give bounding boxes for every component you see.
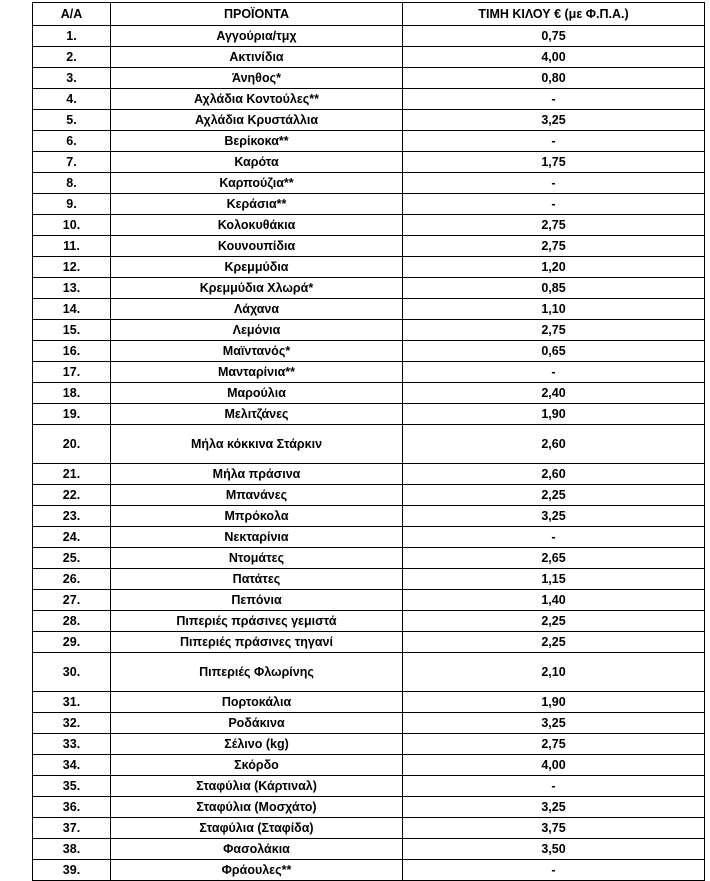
row-index: 6. <box>33 131 111 152</box>
table-row <box>33 278 705 299</box>
row-price-value: 2,75 <box>403 320 705 341</box>
row-index: 35. <box>33 776 111 797</box>
table-row <box>33 152 705 173</box>
table-row <box>33 548 705 569</box>
row-price-value: 0,75 <box>403 26 705 47</box>
row-price-value: 4,00 <box>403 755 705 776</box>
row-index: 5. <box>33 110 111 131</box>
row-price-value: 1,90 <box>403 404 705 425</box>
table-row <box>33 590 705 611</box>
table-row <box>33 653 705 692</box>
row-index: 29. <box>33 632 111 653</box>
row-price-value: 3,25 <box>403 713 705 734</box>
row-product-name: Φασολάκια <box>111 839 403 860</box>
row-price-value: 1,20 <box>403 257 705 278</box>
row-price-value: 1,10 <box>403 299 705 320</box>
row-price-value: 2,25 <box>403 611 705 632</box>
row-price-value: 2,75 <box>403 236 705 257</box>
row-product-name: Νεκταρίνια <box>111 527 403 548</box>
row-product-name: Κρεμμύδια Χλωρά* <box>111 278 403 299</box>
row-product-name: Ακτινίδια <box>111 47 403 68</box>
row-price-value: 1,40 <box>403 590 705 611</box>
table-row <box>33 362 705 383</box>
row-index: 37. <box>33 818 111 839</box>
row-product-name: Σταφύλια (Μοσχάτο) <box>111 797 403 818</box>
row-product-name: Σκόρδο <box>111 755 403 776</box>
row-index: 30. <box>33 653 111 692</box>
row-price-value: - <box>403 131 705 152</box>
price-table <box>32 2 705 881</box>
row-price-value: 4,00 <box>403 47 705 68</box>
row-price-value: 2,75 <box>403 734 705 755</box>
table-row <box>33 341 705 362</box>
table-row <box>33 818 705 839</box>
row-index: 20. <box>33 425 111 464</box>
table-row <box>33 713 705 734</box>
table-row <box>33 173 705 194</box>
row-index: 17. <box>33 362 111 383</box>
row-price-value: - <box>403 860 705 881</box>
row-product-name: Μήλα πράσινα <box>111 464 403 485</box>
table-row <box>33 527 705 548</box>
table-row <box>33 425 705 464</box>
row-price-value: 3,75 <box>403 818 705 839</box>
row-price-value: - <box>403 194 705 215</box>
row-index: 33. <box>33 734 111 755</box>
row-index: 10. <box>33 215 111 236</box>
row-index: 22. <box>33 485 111 506</box>
table-row <box>33 194 705 215</box>
row-index: 36. <box>33 797 111 818</box>
row-index: 39. <box>33 860 111 881</box>
row-index: 16. <box>33 341 111 362</box>
row-index: 18. <box>33 383 111 404</box>
row-index: 12. <box>33 257 111 278</box>
row-product-name: Σταφύλια (Κάρτιναλ) <box>111 776 403 797</box>
row-index: 27. <box>33 590 111 611</box>
row-index: 28. <box>33 611 111 632</box>
table-row <box>33 131 705 152</box>
row-price-value: 2,25 <box>403 632 705 653</box>
row-index: 9. <box>33 194 111 215</box>
table-row <box>33 506 705 527</box>
row-index: 8. <box>33 173 111 194</box>
row-index: 3. <box>33 68 111 89</box>
row-product-name: Ροδάκινα <box>111 713 403 734</box>
row-index: 26. <box>33 569 111 590</box>
row-index: 23. <box>33 506 111 527</box>
row-price-value: - <box>403 362 705 383</box>
table-row <box>33 404 705 425</box>
row-product-name: Κουνουπίδια <box>111 236 403 257</box>
table-header <box>33 3 705 26</box>
row-product-name: Βερίκοκα** <box>111 131 403 152</box>
table-row <box>33 611 705 632</box>
column-header-index: Α/Α <box>33 3 111 26</box>
row-price-value: 3,25 <box>403 506 705 527</box>
table-row <box>33 797 705 818</box>
row-index: 24. <box>33 527 111 548</box>
table-row <box>33 776 705 797</box>
row-product-name: Σέλινο (kg) <box>111 734 403 755</box>
table-row <box>33 236 705 257</box>
row-product-name: Πιπεριές πράσινες τηγανί <box>111 632 403 653</box>
row-price-value: 2,10 <box>403 653 705 692</box>
row-index: 13. <box>33 278 111 299</box>
table-row <box>33 383 705 404</box>
row-product-name: Καρότα <box>111 152 403 173</box>
row-price-value: 0,80 <box>403 68 705 89</box>
table-row <box>33 110 705 131</box>
row-index: 1. <box>33 26 111 47</box>
table-row <box>33 692 705 713</box>
row-price-value: - <box>403 173 705 194</box>
row-product-name: Κολοκυθάκια <box>111 215 403 236</box>
row-product-name: Πεπόνια <box>111 590 403 611</box>
row-product-name: Αγγούρια/τμχ <box>111 26 403 47</box>
row-price-value: - <box>403 776 705 797</box>
row-product-name: Πιπεριές Φλωρίνης <box>111 653 403 692</box>
row-product-name: Αχλάδια Κρυστάλλια <box>111 110 403 131</box>
table-row <box>33 839 705 860</box>
table-header-row <box>33 3 705 26</box>
row-index: 4. <box>33 89 111 110</box>
row-index: 19. <box>33 404 111 425</box>
row-index: 14. <box>33 299 111 320</box>
table-body <box>33 26 705 881</box>
row-price-value: 0,65 <box>403 341 705 362</box>
row-index: 25. <box>33 548 111 569</box>
table-row <box>33 485 705 506</box>
row-product-name: Μελιτζάνες <box>111 404 403 425</box>
row-price-value: 0,85 <box>403 278 705 299</box>
row-product-name: Φράουλες** <box>111 860 403 881</box>
table-row <box>33 299 705 320</box>
table-row <box>33 215 705 236</box>
row-index: 34. <box>33 755 111 776</box>
table-row <box>33 257 705 278</box>
table-row <box>33 734 705 755</box>
table-row <box>33 320 705 341</box>
row-product-name: Μαρούλια <box>111 383 403 404</box>
row-index: 7. <box>33 152 111 173</box>
row-price-value: - <box>403 89 705 110</box>
row-price-value: 1,90 <box>403 692 705 713</box>
row-price-value: 2,60 <box>403 464 705 485</box>
table-row <box>33 464 705 485</box>
row-price-value: 2,40 <box>403 383 705 404</box>
row-product-name: Λάχανα <box>111 299 403 320</box>
row-product-name: Καρπούζια** <box>111 173 403 194</box>
row-price-value: 3,50 <box>403 839 705 860</box>
row-product-name: Λεμόνια <box>111 320 403 341</box>
row-price-value: 3,25 <box>403 110 705 131</box>
row-product-name: Κεράσια** <box>111 194 403 215</box>
column-header-product: ΠΡΟΪΟΝΤΑ <box>111 3 403 26</box>
row-product-name: Σταφύλια (Σταφίδα) <box>111 818 403 839</box>
row-index: 32. <box>33 713 111 734</box>
row-product-name: Αχλάδια Κοντούλες** <box>111 89 403 110</box>
row-product-name: Πορτοκάλια <box>111 692 403 713</box>
row-product-name: Μανταρίνια** <box>111 362 403 383</box>
table-row <box>33 569 705 590</box>
table-row <box>33 860 705 881</box>
row-index: 2. <box>33 47 111 68</box>
table-row <box>33 632 705 653</box>
table-row <box>33 755 705 776</box>
row-product-name: Μπανάνες <box>111 485 403 506</box>
row-price-value: 1,15 <box>403 569 705 590</box>
row-index: 21. <box>33 464 111 485</box>
row-index: 31. <box>33 692 111 713</box>
row-index: 38. <box>33 839 111 860</box>
row-product-name: Μήλα κόκκινα Στάρκιν <box>111 425 403 464</box>
row-price-value: - <box>403 527 705 548</box>
row-index: 15. <box>33 320 111 341</box>
row-product-name: Κρεμμύδια <box>111 257 403 278</box>
row-product-name: Άνηθος* <box>111 68 403 89</box>
row-price-value: 2,75 <box>403 215 705 236</box>
row-product-name: Ντομάτες <box>111 548 403 569</box>
row-price-value: 2,65 <box>403 548 705 569</box>
column-header-price: ΤΙΜΗ ΚΙΛΟΥ € (με Φ.Π.Α.) <box>403 3 705 26</box>
row-price-value: 1,75 <box>403 152 705 173</box>
row-product-name: Πατάτες <box>111 569 403 590</box>
row-product-name: Πιπεριές πράσινες γεμιστά <box>111 611 403 632</box>
row-price-value: 2,25 <box>403 485 705 506</box>
table-row <box>33 89 705 110</box>
table-row <box>33 68 705 89</box>
row-product-name: Μαϊντανός* <box>111 341 403 362</box>
row-product-name: Μπρόκολα <box>111 506 403 527</box>
row-index: 11. <box>33 236 111 257</box>
table-row <box>33 47 705 68</box>
row-price-value: 2,60 <box>403 425 705 464</box>
table-row <box>33 26 705 47</box>
row-price-value: 3,25 <box>403 797 705 818</box>
